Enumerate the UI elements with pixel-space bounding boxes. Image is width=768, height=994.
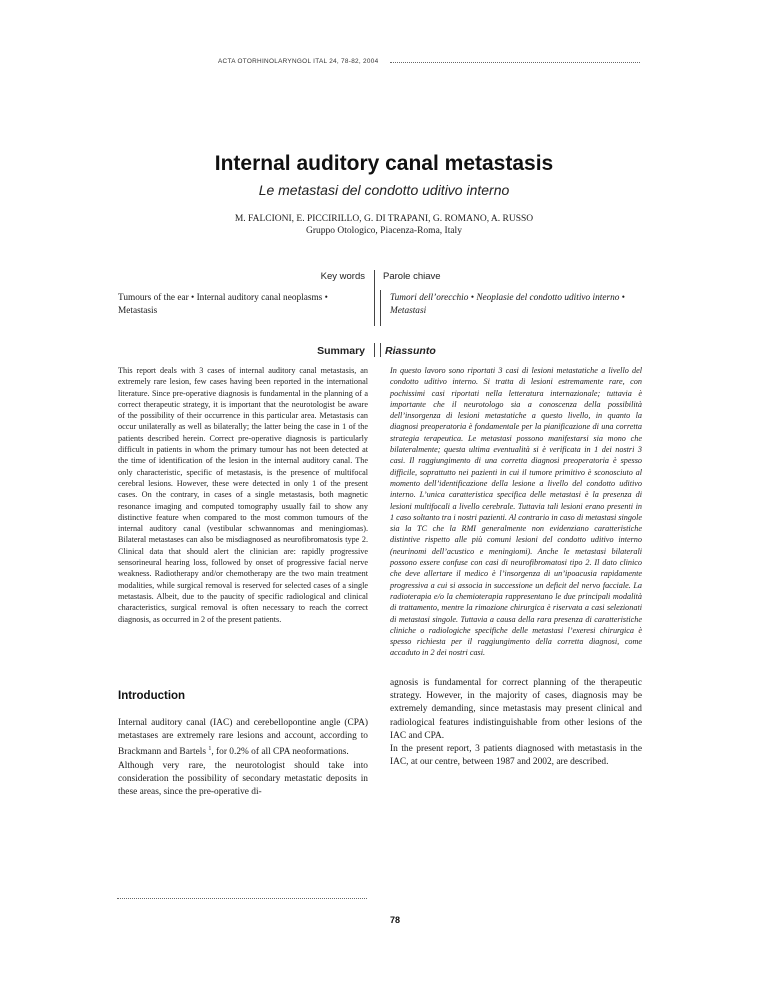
article-title: Internal auditory canal metastasis [214, 152, 554, 175]
summary-divider-en [374, 343, 375, 357]
article-subtitle: Le metastasi del condotto uditivo interno [258, 182, 510, 198]
introduction-column-right [390, 677, 642, 769]
intro-paragraph-2-end: agnosis is fundamental for correct planning of the therapeutic strategy. However, in the majority of cases, diagnosis may be extremely demanding, since metastasis may present clinical and radiological features indistinguishable from other lesions of the IAC and CPA. [390, 678, 642, 741]
summary-divider-it [380, 343, 381, 357]
keywords-divider-it [380, 290, 381, 326]
intro-p1-text: Internal auditory canal (IAC) and cerebellopontine angle (CPA) metastases are extremely rare lesions and account, according to Brackmann and Bartels [118, 718, 368, 758]
keywords-label-en: Key words [320, 271, 365, 282]
journal-header: ACTA OTORHINOLARYNGOL ITAL 24, 78-82, 2004 [218, 58, 379, 65]
intro-paragraph-1 [118, 717, 368, 760]
reference-marker: 1 [208, 746, 212, 753]
keywords-en: Tumours of the ear • Internal auditory canal neoplasms • Metastasis [118, 293, 328, 316]
intro-p1-tail: , for 0.2% of all CPA neoformations. [211, 747, 349, 758]
summary-text-en: This report deals with 3 cases of internal auditory canal metastasis, an extremely rare lesion, few cases having been reported in the international literature. Since pre-operative diagnosis is fundamental in the planning of a correct therapeutic strategy, it is important that the neurotologist be aware of the possibility of their occurrence in this particular area. Metastasis can occur unilaterally as well as bilaterally; the latter being the case in 1 of the patients described herein. Correct pre-operative diagnosis is particularly difficult in patients in whom the primary tumour has not been detected at the time of identification of the lesion in the internal auditory canal. The only characteristic, specific of metastasis, is the presence of multifocal cerebral lesions. However, these were detected in only 1 of the present cases. On the contrary, in cases of a single metastasis, both magnetic resonance imaging and computed tomography usually fail to show any distinctive feature when compared to the most common tumours of the internal auditory canal (vestibular schwannomas and meningiomas). Bilateral metastases can also be misdiagnosed as neurofibromatosis type 2. Clinical data that should alert the clinician are: rapidly progressive sensorineural hearing loss, followed by onset of progressive facial nerve weakness. Radiotherapy and/or chemotherapy are the two main treatment modalities, while surgical removal is reserved for selected cases of a single metastasis. Albeit, due to the paucity of specific radiological and clinical characteristics, surgical removal is often necessary to reach the correct diagnosis, as occurred in 2 of the present patients. [118, 366, 368, 624]
summary-text-it: In questo lavoro sono riportati 3 casi di lesioni metastatiche a livello del condotto uditivo interno. Si tratta di lesioni estremamente rare, con pochissimi casi riportati nella letteratura internazionale; tuttavia è importante che il neurotologo sia a conoscenza della possibilità dell’insorgenza di lesioni metastatiche a questo livello, in quanto la diagnosi preoperatoria è fondamentale per la pianificazione di una corretta strategia terapeutica. Le metastasi possono manifestarsi sia mono che bilateralmente; questa ultima eventualità si è verificata in 1 dei nostri 3 casi. Il raggiungimento di una corretta diagnosi preoperatoria è spesso difficile, soprattutto nei pazienti in cui il tumore primitivo è sconosciuto al momento dell’identificazione della lesione a livello del condotto uditivo interno. L’unica caratteristica specifica delle metastasi è la presenza di lesioni multifocali a livello cerebrale. Tuttavia tali lesioni erano presenti in 1 caso soltanto tra i nostri pazienti. Al contrario in caso di metastasi singole sia la TC che la RMI generalmente non evidenziano caratteristiche distintive rispetto alle più comuni lesioni del condotto uditivo interno (neurinomi dell’acustico e meningiomi). Anche le metastasi bilaterali possono essere confuse con casi di neurofibromatosi tipo 2. Il dato clinico che deve allertare il medico è l’insorgenza di un’ipoacusia rapidamente progressiva a cui si associa in successione un deficit del nervo facciale. La radioterapia e/o la chemioterapia rappresentano le due principali modalità di trattamento, mentre la rimozione chirurgica è riservata a casi selezionati di metastasi singole. Tuttavia a causa della rara presenza di caratteristiche cliniche o radiologiche specifiche delle metastasi l’exeresi chirurgica è spesso richiesta per il raggiungimento della corretta diagnosi, come accaduto in 2 dei nostri casi. [390, 366, 642, 658]
keywords-label-it: Parole chiave [383, 271, 441, 282]
page-number: 78 [390, 915, 401, 925]
introduction-column-left [118, 717, 368, 799]
affiliation: Gruppo Otologico, Piacenza-Roma, Italy [306, 226, 462, 236]
introduction-heading: Introduction [118, 690, 186, 702]
intro-paragraph-2-start: Although very rare, the neurotologist should take into consideration the possibility of secondary metastatic deposits in these areas, since the pre-operative di- [118, 760, 368, 798]
intro-paragraph-3: In the present report, 3 patients diagnosed with metastasis in the IAC, at our centre, between 1987 and 2002, are described. [390, 744, 642, 768]
summary-label-it: Riassunto [385, 345, 436, 357]
author-block [0, 213, 768, 237]
keywords-it: Tumori dell’orecchio • Neoplasie del condotto uditivo interno • Metastasi [390, 293, 625, 316]
footer-dotted-rule [117, 898, 367, 899]
authors: M. FALCIONI, E. PICCIRILLO, G. DI TRAPANI, G. ROMANO, A. RUSSO [234, 214, 534, 224]
summary-label-en: Summary [317, 345, 365, 357]
header-dotted-rule [390, 62, 640, 63]
keywords-divider-en [374, 270, 375, 326]
